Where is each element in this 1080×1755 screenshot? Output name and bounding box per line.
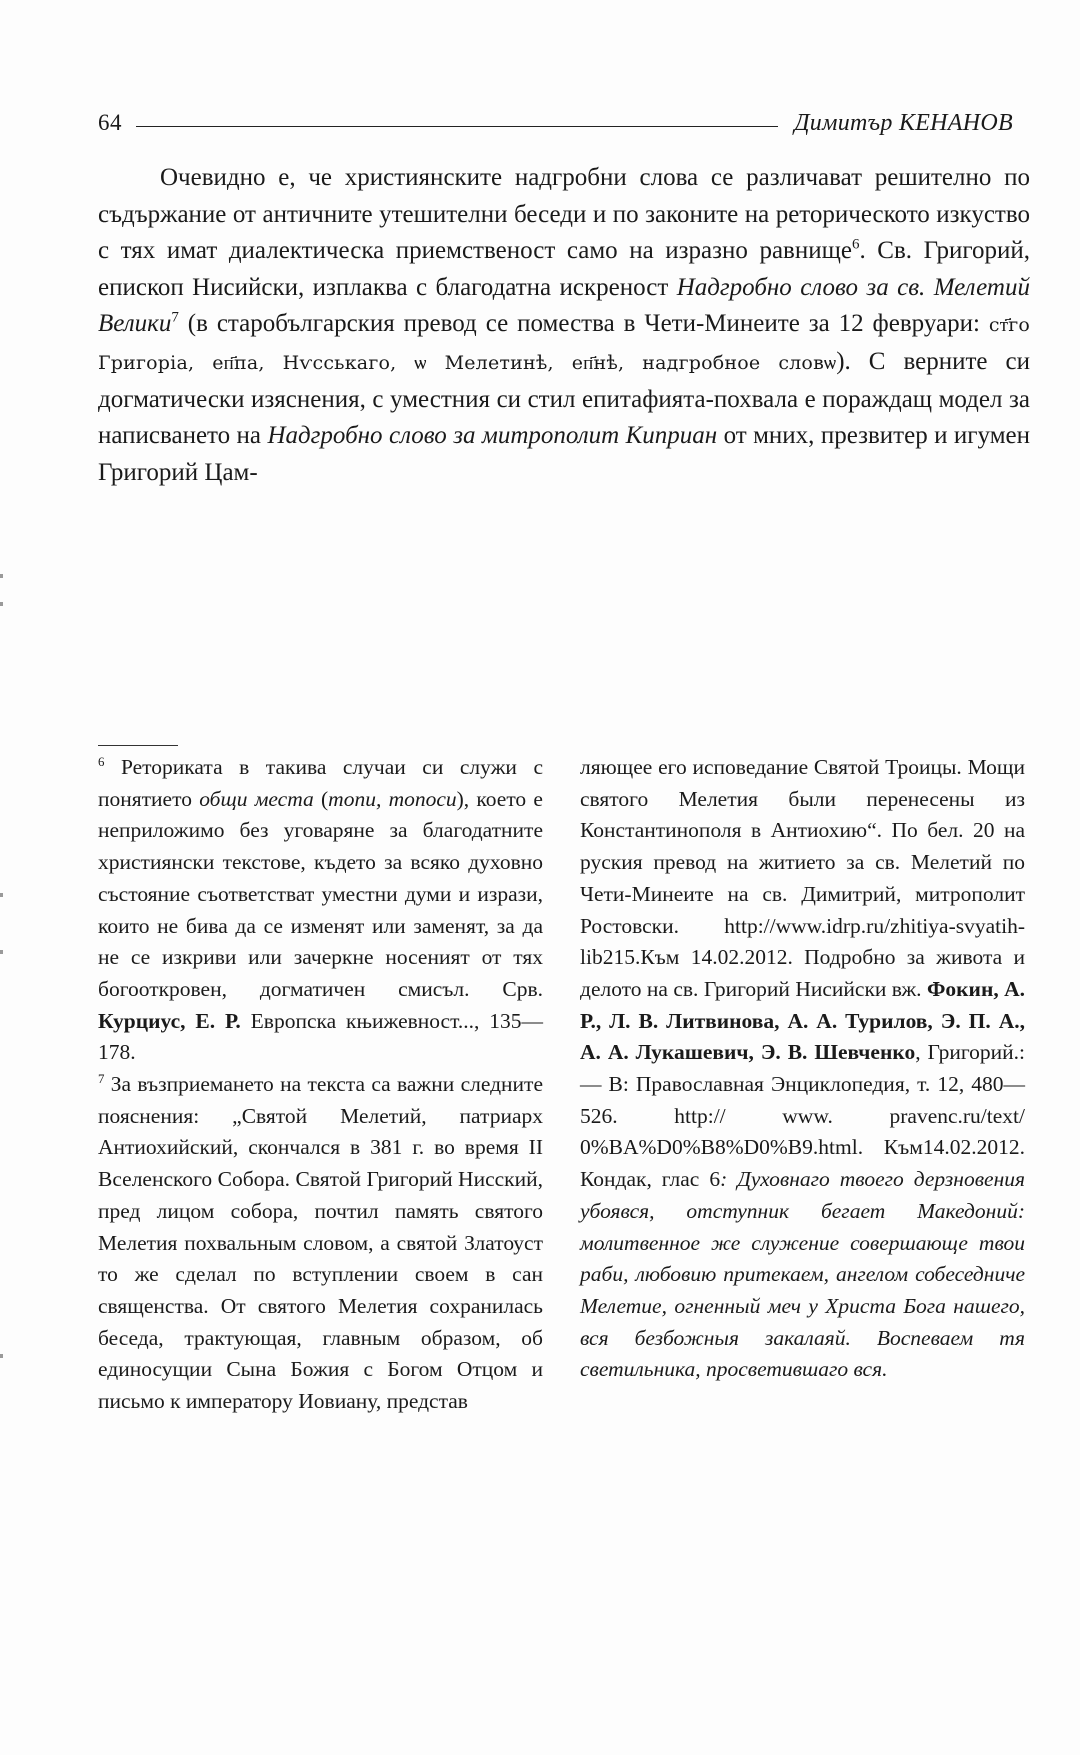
footnote-6 (98, 752, 543, 1069)
header-rule (136, 126, 778, 127)
scan-mark (0, 574, 3, 578)
body-text-segment: (в старобългарския превод се помества в Чети-Минеите за 12 февруари: (178, 310, 989, 338)
footnote-number: 7 (98, 1071, 105, 1086)
work-title: Надгробно слово за св. Мелетий Велики (98, 273, 1030, 338)
body-paragraph (98, 160, 1030, 491)
work-title: Надгробно слово за митрополит Киприан (267, 422, 718, 450)
footnote-column-right (580, 752, 1025, 1386)
footnote-text: ), което е неприложимо без уговаряне за благодатните християнски текстове, където за всяко духовно състояние съответстват уместни думи и изрази, които не бива да се изменят или заменят, за да не се изкриви или зачеркне носеният от тях богооткровен, догматичен смисъл. Срв. (98, 786, 543, 1001)
footnote-7 (98, 1069, 543, 1418)
footnote-ref-7: 7 (171, 310, 179, 327)
footnote-text: ( (313, 786, 329, 811)
body-text-segment: Очевидно е, че християнските надгробни слова се различават решително по съдържание от античните утешителни беседи и по законите на реторическото изкуство с тях имат диалектическа приемственост само на изразно равнище (98, 164, 1030, 265)
scan-mark (0, 950, 3, 954)
footnote-author: Фокин, А. Р., Л. В. Литвинова, А. А. Турилов, Э. П. А., А. А. Лукашевич, Э. В. Шевченко (580, 976, 1025, 1065)
footnote-number: 6 (98, 754, 105, 769)
footnote-7-continued (580, 752, 1025, 1386)
page-header (98, 103, 1013, 143)
body-text-segment: ). С верните си догматически изяснения, с уместния си стил епитафията-похвала е пораждащ модел за написването на (98, 347, 1030, 450)
footnote-text: , Григорий.: — В: Православная Энциклопедия, т. 12, 480—526. http:// www. pravenc.ru/text/ 0%BA%D0%B8%D0%B9.html. Към14.02.2012. Кондак, глас 6 (580, 1040, 1025, 1192)
running-head: Димитър КЕНАНОВ (794, 109, 1013, 136)
footnote-italic: : Духовнаго твоего дерзновения убоявся, отступник бегает Македоний: молитвенное же служение совершающе твои раби, любовию притекаем, ангелом собеседниче Мелетие, огненный меч у Христа Бога нашего, вся безбожныя закалаяй. Воспеваем тя светильника, просветившаго вся. (580, 1167, 1025, 1382)
footnote-author: Курциус, Е. Р. (98, 1008, 241, 1033)
footnote-column-left (98, 752, 543, 1418)
scan-mark (0, 893, 3, 897)
footnote-text: Европска књижевност..., 135—178. (98, 1008, 543, 1065)
footnote-text: Реториката в такива случаи си служи с понятието (98, 755, 543, 811)
footnote-ref-6: 6 (851, 236, 860, 253)
scan-mark (0, 1354, 3, 1358)
footnote-italic: общи места (199, 786, 314, 811)
page-number: 64 (98, 110, 122, 135)
body-text-segment: от мних, презвитер и игумен Григорий Цам- (98, 422, 1030, 486)
footnote-separator (98, 745, 178, 746)
footnote-text: ляющее его исповедание Святой Троицы. Мощи святого Мелетия были перенесены из Константинополя в Антиохию“. По бел. 20 на руския превод на житието за св. Мелетий по Чети-Минеите на св. Димитрий, митрополит Ростовски. http://www.idrp.ru/zhitiya-svyatih-lib215.Към 14.02.2012. Подробно за живота и делото на св. Григорий Нисийски вж. (580, 755, 1025, 1001)
footnote-text: За възприемането на текста са важни следните пояснения: „Святой Мелетий, патриарх Антиохийский, скончался в 381 г. во время II Вселенского Собора. Святой Григорий Нисский, пред лицом собора, почтил память святого Мелетия похвальным словом, а святой Златоуст то же сделал по вступлении своем в сан священства. От святого Мелетия сохранилась беседа, трактующая, главным образом, об единосущии Сына Божия с Богом Отцом и письмо к императору Иовиану, представ (98, 1072, 543, 1414)
footnote-italic: топи, топоси (328, 786, 457, 811)
slavonic-quote: ст҃го Григоріа, еп҃па, Нѵсськаго, ѡ Мелетинѣ, еп҃нѣ, надгробное словѡ (98, 314, 1030, 374)
scan-mark (0, 602, 3, 606)
body-text-segment: . Св. Григорий, епископ Нисийски, изплаква с благодатна искреност (98, 237, 1030, 301)
